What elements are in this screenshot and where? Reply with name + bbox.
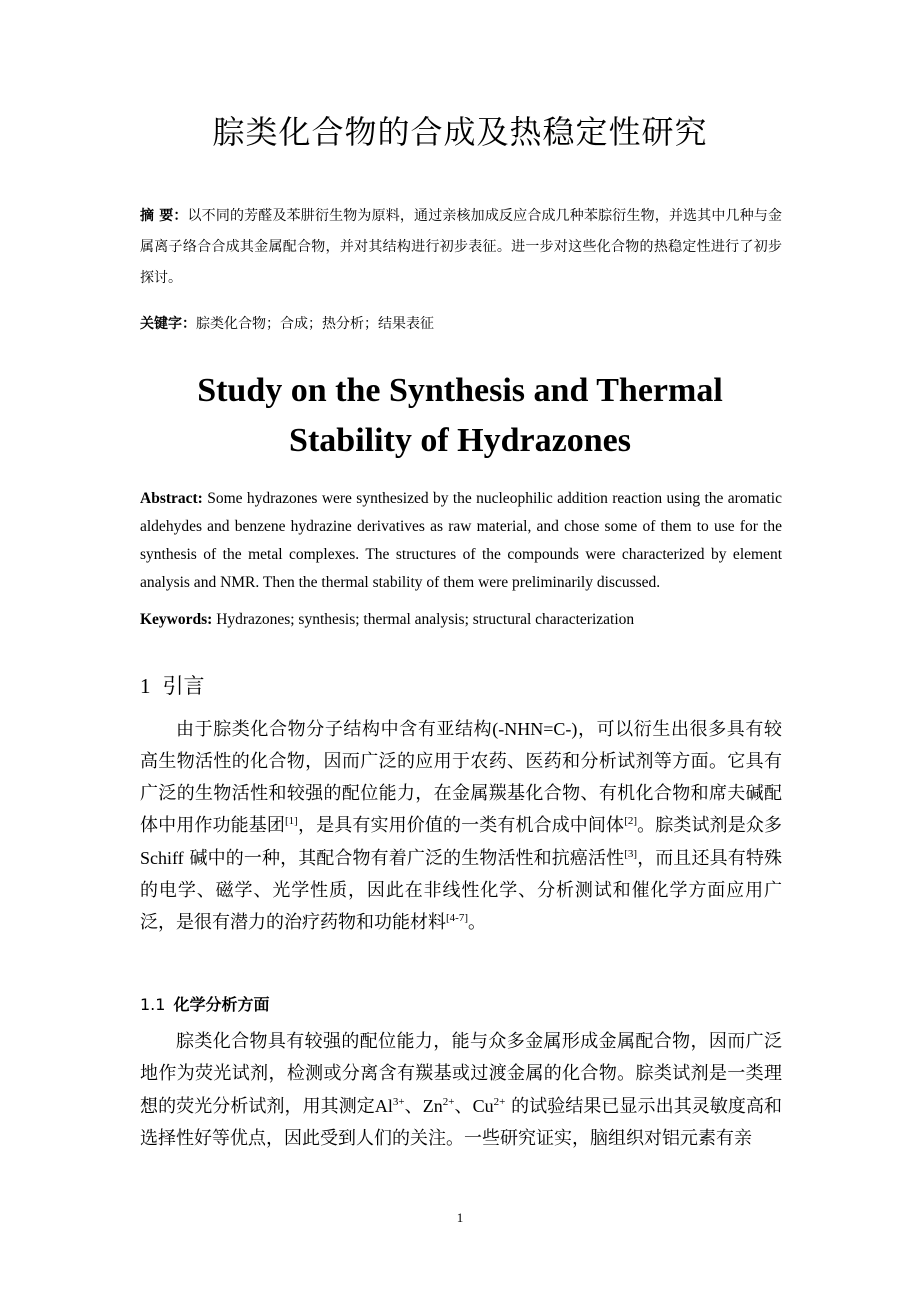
citation-ref: [1] [285,815,298,827]
subsection-heading-chemical-analysis [140,993,269,1017]
structure-formula: (-NHN=C-) [492,719,578,739]
chinese-abstract [140,201,782,294]
separator: 、 [454,1096,473,1117]
citation-ref: [2] [624,815,638,827]
charge-superscript: 3+ [392,1096,405,1108]
text-run: ，是具有实用价值的一类有机合成中间体 [297,815,625,836]
text-run: 。 [468,912,486,933]
separator: 、 [404,1096,423,1117]
text-run: 由于腙类化合物分子结构中含有亚结构 [176,719,493,740]
text-run: 腙类化合物具有较强的配位能力，能与众多金属形成金属配合物，因而广泛地作为荧光试剂，检测或分离含有羰基或过渡金属的化合物。腙类试剂是一类理想的荧光分析试剂，用其测定 [140,1031,782,1117]
section-heading-introduction [140,670,205,702]
text-run: ，而且还具有特殊的电学、磁学、光学性质，因此在非线性化学、分析测试和催化学方面应用广泛，是很有潜力的治疗药物和功能材料 [140,848,782,933]
english-keywords-label: Keywords: [140,611,213,628]
english-keywords [140,606,782,634]
chinese-abstract-text: 以不同的芳醛及苯肼衍生物为原料，通过亲核加成反应合成几种苯腙衍生物，并选其中几种与金属离子络合合成其金属配合物，并对其结构进行初步表征。进一步对这些化合物的热稳定性进行了初步探讨。 [140,208,783,286]
introduction-paragraph [140,713,782,939]
english-abstract-label: Abstract: [140,490,203,507]
chinese-title: 腙类化合物的合成及热稳定性研究 [212,113,708,151]
element-al: Al [374,1096,393,1116]
section-number: 1 [140,674,151,698]
english-title-line-1: Study on the Synthesis and Thermal [197,372,723,409]
chinese-abstract-label: 摘 要： [140,208,188,224]
text-run: 的试验结果已显示出其灵敏度高和选择性好等优点，因此受到人们的关注。一些研究证实，脑组织对铝元素有亲 [140,1096,783,1149]
citation-ref: [4-7] [446,912,468,924]
element-cu: Cu [472,1096,494,1116]
text-run: 。腙类试剂是众多 [637,815,783,836]
english-title-line-2: Stability of Hydrazones [289,422,631,459]
citation-ref: [3] [624,848,638,860]
chinese-keywords [140,312,782,336]
schiff-term: Schiff [140,848,184,868]
page-number: 1 [456,1210,464,1225]
charge-superscript: 2+ [442,1096,455,1108]
section-title: 引言 [162,674,205,698]
english-abstract [140,485,782,597]
english-keywords-text: Hydrazones; synthesis; thermal analysis; structural characterization [212,611,635,628]
english-title [0,366,920,466]
element-zn: Zn [422,1096,443,1116]
subsection-title: 化学分析方面 [173,995,270,1014]
chinese-keywords-label: 关键字： [140,316,196,332]
chemical-analysis-paragraph [140,1026,782,1155]
text-run: 碱中的一种，其配合物有着广泛的生物活性和抗癌活性 [183,848,625,869]
text-run: ，可以衍生出很多具有较高生物活性的化合物，因而广泛的应用于农药、医药和分析试剂等方面。它具有广泛的生物活性和较强的配位能力，在金属羰基化合物、有机化合物和席夫碱配体中用作功能基团 [140,719,782,836]
charge-superscript: 2+ [493,1096,506,1108]
english-abstract-text: Some hydrazones were synthesized by the nucleophilic addition reaction using the aromatic aldehydes and benzene hydrazine derivatives as raw material, and chose some of them to use for the synthesis of the metal complexes. The structures of the compounds were characterized by element analysis and NMR. Then the thermal stability of them were preliminarily discussed. [140,490,782,591]
subsection-number: 1.1 [140,995,166,1014]
chinese-keywords-text: 腙类化合物；合成；热分析；结果表征 [196,316,434,332]
